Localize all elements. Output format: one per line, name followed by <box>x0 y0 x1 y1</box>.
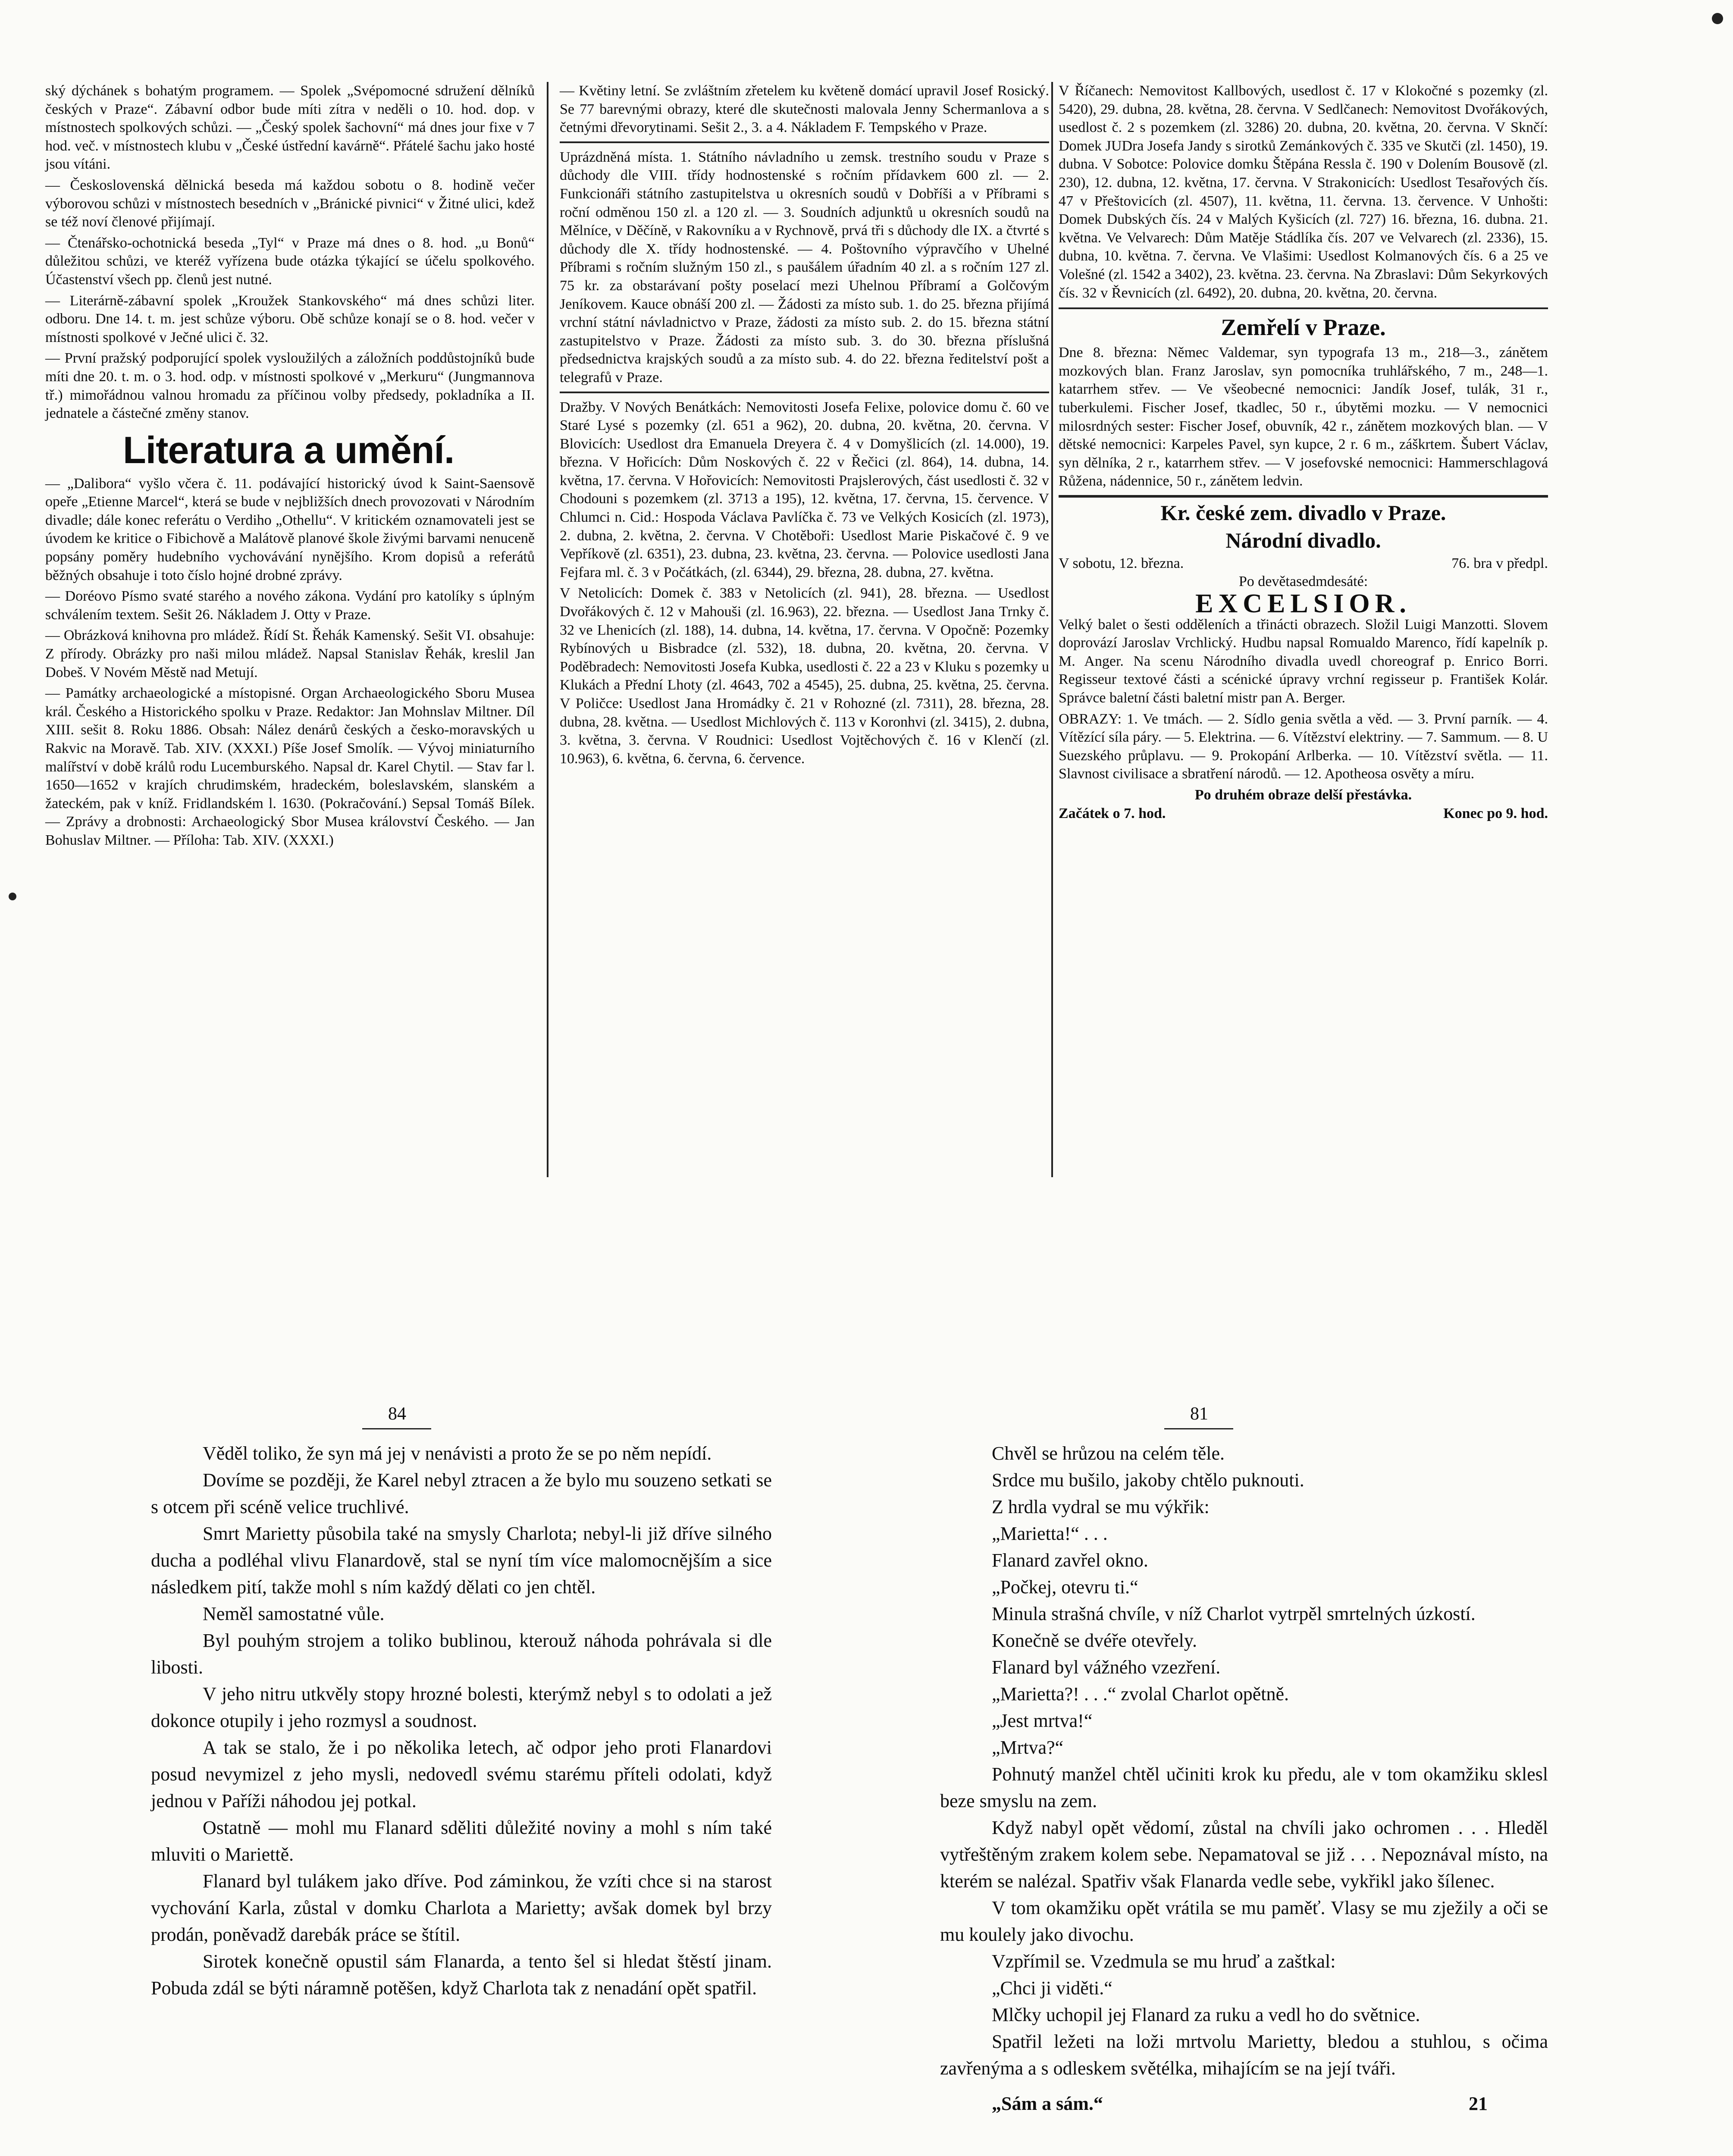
column-3 <box>1059 82 1548 823</box>
col1-paragraph: — Literárně-zábavní spolek „Kroužek Stankovského“ má dnes schůzi liter. odboru. Dne 14. t. m. jest schůze výboru. Obě schůze konají se o 8. hod. večer v místnosti spolkové v Ječné ulici č. 32. <box>45 292 535 345</box>
serial-line: Pohnutý manžel chtěl učiniti krok ku předu, ale v tom okamžiku sklesl beze smyslu na zem. <box>940 1764 1548 1811</box>
col2-paragraph: — Květiny letní. Se zvláštním zřetelem ku květeně domácí upravil Josef Rosický. Se 77 barevnými obrazy, které dle skutečnosti malovala Jenny Schermanlova a s četnými dřevorytinami. Sešit 2., 3. a 4. Nákladem F. Tempského v Praze. <box>560 83 1049 136</box>
serial-paragraph: Smrt Marietty působila také na smysly Charlota; nebyl-li již dříve silného ducha a podléhal vlivu Flanardově, stal se nyní tím více malomocnějším a sice následkem pití, takže mohl s ním každý dělati co jen chtěl. <box>151 1523 772 1598</box>
performance-date: V sobotu, 12. března. <box>1059 555 1184 571</box>
serial-paragraph: A tak se stalo, že i po několika letech, ač odpor jeho proti Flanardovi posud nevymizel z jeho mysli, nedovedl svému starému příteli odolati, když jednou v Paříži náhodou jej potkal. <box>151 1737 772 1811</box>
serial-footer <box>940 2090 1548 2117</box>
serial-line: V tom okamžiku opět vrátila se mu paměť. Vlasy se mu zježily a oči se mu koulely jako divochu. <box>940 1897 1548 1945</box>
ballet-title: EXCELSIOR. <box>1195 589 1411 619</box>
page-number-rule-left <box>362 1428 431 1429</box>
scan-speck <box>9 893 16 900</box>
col1-paragraph: — Čtenářsko-ochotnická beseda „Tyl“ v Praze má dnes o 8. hod. „u Bonů“ důležitou schůzi, ve kteréž vyřízena bude otázka týkající se účelu spolkového. Účastenství všech pp. členů jest nutné. <box>45 235 535 288</box>
col2-paragraph: V Netolicích: Domek č. 383 v Netolicích (zl. 941), 28. března. — Usedlost Dvořákových č. 12 v Mahouši (zl. 16.963), 22. března. — Usedlost Jana Trnky č. 32 ve Lhenicích (zl. 188), 14. dubna, 14. května, 17. června. V Opočně: Pozemky Rybínových u Bisbradce (zl. 532), 18. dubna, 20. května, 20. června. V Poděbradech: Nemovitosti Josefa Kubka, usedlosti č. 22 a 23 v Kluku s pozemky u Klukách a Přední Lhoty (zl. 4643, 702 a 4545), 25. dubna, 25. května, 25. června. V Poličce: Usedlost Jana Hromádky č. 21 v Rohozné (zl. 7311), 28. března, 28. dubna, 28. května. — Usedlost Michlových č. 113 v Koronhvi (zl. 3415), 2. dubna, 3. května, 3. června. V Roudnici: Usedlost Vojtěchových č. 16 v Klenčí (zl. 10.963), 6. května, 6. června, 6. července. <box>560 585 1049 767</box>
died-text: Dne 8. března: Němec Valdemar, syn typografa 13 m., 218—3., zánětem mozkových blan. Franz Jaroslav, syn pomocníka truhlářského, 7 m., 248—1. katarrhem střev. — Ve všeobecné nemocnici: Jandík Josef, tulák, 31 r., tuberkulemi. Fischer Josef, tkadlec, 50 r., úbytěmi mozku. — V nemocnici milosrdných sester: Fischer Josef, obuvník, 42 r., zánětem mozkových blan. — V dětské nemocnici: Karpeles Pavel, syn kupce, 2 r. 6 m., záškrtem. Šubert Václav, syn dělníka, 2 r., katarrhem střev. — V josefovské nemocnici: Hammerschlagová Růžena, nádennice, 50 r., zánětem ledvin. <box>1059 345 1548 489</box>
serial-paragraph: Dovíme se později, že Karel nebyl ztracen a že bylo mu souzeno setkati se s otcem při scéně velice truchlivé. <box>151 1470 772 1517</box>
serial-left-page <box>151 1440 772 2002</box>
col1-paragraph: — První pražský podporující spolek vysloužilých a záložních poddůstojníků bude míti dne 20. t. m. o 3. hod. odp. v místnosti spolkové v „Merkuru“ (Jungmannova tř.) mimořádnou valnou hromadu za příčinou volby předsedy, pokladníka a II. jednatele a částečné změny stanov. <box>45 350 535 422</box>
serial-line: Spatřil ležeti na loži mrtvolu Marietty, bledou a stuhlou, s očima zavřenýma a s odleskem světélka, mihajícím se na její tváři. <box>940 2031 1548 2079</box>
scan-speck <box>1712 13 1723 24</box>
col3-paragraph: V Říčanech: Nemovitost Kallbových, usedlost č. 17 v Klokočné s pozemky (zl. 5420), 29. dubna, 28. května, 28. června. V Sedlčanech: Nemovitost Dvořákových, usedlost č. 2 s pozemkem (zl. 3286) 20. dubna, 20. května, 20. června. V Sknčí: Domek JUDra Josefa Jandy s sirotků Zemánkových č. 335 ve Skutči (zl. 1450), 19. dubna. V Sobotce: Polovice domku Štěpána Ressla č. 190 v Dolením Bousově (zl. 230), 12. dubna, 12. května, 17. června. V Strakonicích: Usedlost Tesařových čís. 47 v Přeštovicích (zl. 4507), 11. května, 11. června. 13. července. V Unhošti: Domek Dubských čís. 24 v Malých Kyšicích (zl. 727) 16. března, 16. dubna. 21. května. Ve Velvarech: Dům Matěje Stádlíka čís. 207 ve Velvarech (zl. 2336), 15. dubna, 10. května. 7. června. Ve Vlašimi: Usedlost Kolmanových čís. 6 a 25 ve Volešné (zl. 1542 a 3402), 23. května. 23. června. Na Zbraslavi: Dům Sekyrkových čís. 32 v Řevnicích (zl. 6492), 20. dubna, 20. května, 20. června. <box>1059 83 1548 301</box>
serial-paragraph: Ostatně — mohl mu Flanard sděliti důležité noviny a mohl s ním také mluviti o Mariettě. <box>151 1817 772 1865</box>
ballet-description: Velký balet o šesti odděleních a třinácti obrazech. Složil Luigi Manzotti. Slovem doprovází Jaroslav Vrchlický. Hudbu napsal Romualdo Marenco, řídí kapelník p. M. Anger. Na scenu Národního divadla uvedl choreograf p. Enrico Borri. Regisseur textové části a scénické úpravy vrchní regisseur p. František Kolár. Správce baletní části baletní mistr pan A. Berger. <box>1059 616 1548 706</box>
end-time: Konec po 9. hod. <box>1443 805 1548 821</box>
section-rule <box>1059 495 1548 498</box>
serial-paragraph: Flanard byl tulákem jako dříve. Pod záminkou, že vzíti chce si na starost vychování Karla, zůstal v domku Charlota a Marietty; avšak domek byl brzy prodán, poněvadž darebák práce se štítil. <box>151 1871 772 1945</box>
serial-line: „Marietta?! . . .“ zvolal Charlot opětně. <box>992 1683 1289 1705</box>
lit-paragraph: — Památky archaeologické a místopisné. Organ Archaeologického Sboru Musea král. Českého a Historického spolku v Praze. Redaktor: Jan Mohnslav Miltner. Díl XIII. sešit 8. Roku 1886. Obsah: Nález denárů českých a česko-moravských u Rakvic na Moravě. Tab. XIV. (XXXI.) Píše Josef Smolík. — Vývoj miniaturního malířství v době králů rodu Lucemburského. Napsal dr. Karel Chytil. — Stav far l. 1650—1652 v krajích chrudimském, hradeckém, boleslavském, slanském a žateckém, pak v kníž. Fridlandském l. 1630. (Pokračování.) Sepsal Tomáš Bílek. — Zprávy a drobnosti: Archaeologický Sbor Musea království Českého. — Jan Bohuslav Miltner. — Příloha: Tab. XIV. (XXXI.) <box>45 685 535 848</box>
column-rule-1 <box>547 82 548 1177</box>
performance-count: Po devětasedmdesáté: <box>1238 573 1368 590</box>
performance-date-row <box>1059 555 1548 573</box>
theatre-heading: Kr. české zem. divadlo v Praze. <box>1160 500 1446 525</box>
page-number-left: 84 <box>388 1404 406 1424</box>
page-number-rule-right <box>1164 1428 1233 1429</box>
column-rule-2 <box>1051 82 1053 1177</box>
serial-paragraph: Sirotek konečně opustil sám Flanarda, a tento šel si hledat štěstí jinam. Pobuda zdál se býti náramně potěšen, když Charlota tak z nenadání opět spatřil. <box>151 1951 772 1999</box>
intermission-note: Po druhém obraze delší přestávka. <box>1194 787 1412 803</box>
serial-paragraph: Byl pouhým strojem a toliko bublinou, kterouž náhoda pohrávala si dle libosti. <box>151 1630 772 1678</box>
section-rule <box>560 141 1049 143</box>
theatre-name: Národní divadlo. <box>1225 528 1381 552</box>
serial-paragraph: V jeho nitru utkvěly stopy hrozné bolesti, kterýmž nebyl s to odolati a jež dokonce otupily i jeho rozmysl a soudnost. <box>151 1683 772 1731</box>
serial-line: „Marietta!“ . . . <box>992 1523 1108 1544</box>
serial-line: „Počkej, otevru ti.“ <box>992 1576 1138 1598</box>
col2-paragraph: Dražby. V Nových Benátkách: Nemovitosti Josefa Felixe, polovice domu č. 60 ve Staré Lysé s pozemky (zl. 651 a 962), 20. dubna, 20. května, 20. června. V Blovicích: Usedlost dra Emanuela Dreyera č. 4 v Domyšlicích (zl. 14.000), 19. března. V Hořicích: Dům Noskových č. 22 v Řečici (zl. 864), 14. dubna, 14. května, 17. června. V Hořovicích: Nemovitosti Prajslerových, část usedlosti č. 32 v Chodouni s pozemkem (zl. 3713 a 195), 12. května, 17. června, 15. července. V Chlumci n. Cid.: Hospoda Václava Pavlíčka č. 73 ve Velkých Kosicích (zl. 1973), 2. dubna, 2. května, 2. června. V Chotěboři: Usedlost Marie Piskačové č. 9 ve Vepříkově (zl. 6351), 23. dubna, 23. května, 23. června. — Polovice usedlosti Jana Fejfara ml. č. 3 v Počátkách, (zl. 6344), 29. března, 28. dubna, 27. května. <box>560 399 1049 580</box>
col1-paragraph: — Československá dělnická beseda má každou sobotu o 8. hodině večer výborovou schůzi v místnostech besedních v „Bránické pivnici“ v Žitné ulici, kdež se též noví členové přijímají. <box>45 177 535 230</box>
serial-line: Konečně se dvéře otevřely. <box>992 1630 1197 1651</box>
serial-line: „Chci ji viděti.“ <box>992 1977 1113 1999</box>
column-2 <box>560 82 1049 771</box>
serial-right-page <box>940 1440 1548 2117</box>
section-rule <box>560 392 1049 393</box>
lit-paragraph: — Obrázková knihovna pro mládež. Řídí St. Řehák Kamenský. Sešit VI. obsahuje: Z přírody. Obrázky pro naši milou mládež. Napsal Stanislav Řehák, kreslil Jan Dobeš. V Novém Městě nad Metují. <box>45 627 535 680</box>
subscription-number: 76. bra v předpl. <box>1451 555 1548 571</box>
serial-line: Z hrdla vydral se mu výkřik: <box>992 1496 1210 1517</box>
page-number-right: 81 <box>1190 1404 1208 1424</box>
died-heading: Zemřelí v Praze. <box>1221 314 1386 341</box>
time-row <box>1059 805 1548 823</box>
literature-heading: Literatura a umění. <box>123 428 454 471</box>
serial-line: Flanard zavřel okno. <box>992 1550 1148 1571</box>
lit-paragraph: — Doréovo Písmo svaté starého a nového zákona. Vydání pro katolíky s úplným schválením textem. Sešit 26. Nákladem J. Otty v Praze. <box>45 588 535 623</box>
serial-title: „Sám a sám.“ <box>992 2093 1103 2114</box>
signature-mark: 21 <box>1469 2093 1488 2114</box>
serial-paragraph: Neměl samostatné vůle. <box>203 1603 385 1624</box>
serial-line: Chvěl se hrůzou na celém těle. <box>992 1443 1225 1464</box>
serial-line: Flanard byl vážného vzezření. <box>992 1657 1221 1678</box>
serial-line: Mlčky uchopil jej Flanard za ruku a vedl ho do světnice. <box>992 2004 1420 2025</box>
serial-line: Srdce mu bušilo, jakoby chtělo puknouti. <box>992 1470 1304 1491</box>
column-1 <box>45 82 535 852</box>
col1-paragraph: ský dýchánek s bohatým programem. — Spolek „Svépomocné sdružení dělníků českých v Praze“. Zábavní odbor bude míti zítra v neděli o 10. hod. dop. v místnostech spolkových schůzi. — „Český spolek šachovní“ má dnes jour fixe v 7 hod. več. v místnostech klubu v „České ústřední kavárně“. Přátelé šachu jako hosté jsou vítáni. <box>45 83 535 172</box>
start-time: Začátek o 7. hod. <box>1059 805 1166 821</box>
serial-line: „Mrtva?“ <box>992 1737 1064 1758</box>
section-rule <box>1059 307 1548 309</box>
serial-line: Vzpřímil se. Vzedmula se mu hruď a zaštkal: <box>992 1951 1336 1972</box>
col2-paragraph: Uprázdněná místa. 1. Státního návladního u zemsk. trestního soudu v Praze s důchody dle VIII. třídy hodnostenské s ročním přídavkem 600 zl. — 2. Funkcionáři státního zastupitelstva u okresních soudů v Dobříši a v Příbrami s roční odměnou 150 zl. a 120 zl. — 3. Soudních adjunktů u okresních soudů na Mělníce, v Děčíně, v Rakovníku a v Rychnově, prvá tři s důchody dle IX. a čtvrté s důchody dle X. třídy hodnostenské. — 4. Poštovního výpravčího v Uhelné Příbrami s ročním služným 150 zl., s paušálem úřadním 40 zl. a s ročním 127 zl. 75 kr. za obstarávaní pošty poselací mezi Uhelnou Příbramí a Golčovým Jeníkovem. Kauce obnáší 200 zl. — Žádosti za místo sub. 1. do 25. března přijímá vrchní státní návladnictvo v Praze, žádosti za místo sub. 2. do 15. března státní zastupitelstvo v Praze. Žádosti za místo sub. 3. do 30. března příslušná předsednictva krajských soudů a za místo sub. 4. do 22. března ředitelství pošt a telegrafů v Praze. <box>560 149 1049 385</box>
lit-paragraph: — „Dalibora“ vyšlo včera č. 11. podávající historický úvod k Saint-Saensově opeře „Etienne Marcel“, která se bude v nejbližších dnech provozovati v Národním divadle; dále konec referátu o Verdiho „Othellu“. V kritickém oznamovateli jest se úvodem ke kritice o Fibichově a Malátově planové škole živými barvami nenuceně popsány poměry hudebního vychovávání nynějšího. Krom dopisů a referátů běžných obsahuje i toto číslo hojné drobné zprávy. <box>45 475 535 583</box>
ballet-scenes: OBRAZY: 1. Ve tmách. — 2. Sídlo genia světla a věd. — 3. První parník. — 4. Vítězící síla páry. — 5. Elektrina. — 6. Vítězství elektriny. — 7. Sammum. — 8. U Suezského průplavu. — 9. Prokopání Arlberka. — 10. Vítězství světla. — 11. Slavnost civilisace a sbratření národů. — 12. Apotheosa osvěty a míru. <box>1059 711 1548 782</box>
serial-paragraph: Věděl toliko, že syn má jej v nenávisti a proto že se po něm nepídí. <box>203 1443 712 1464</box>
serial-line: „Jest mrtva!“ <box>992 1710 1093 1731</box>
serial-line: Když nabyl opět vědomí, zůstal na chvíli jako ochromen . . . Hleděl vytřeštěným zrakem kolem sebe. Nepamatoval se již . . . Nepoznával místo, na kterém se nalézal. Spatřiv však Flanarda vedle sebe, vykřikl jako šílenec. <box>940 1817 1548 1892</box>
serial-line: Minula strašná chvíle, v níž Charlot vytrpěl smrtelných úzkostí. <box>992 1603 1476 1624</box>
